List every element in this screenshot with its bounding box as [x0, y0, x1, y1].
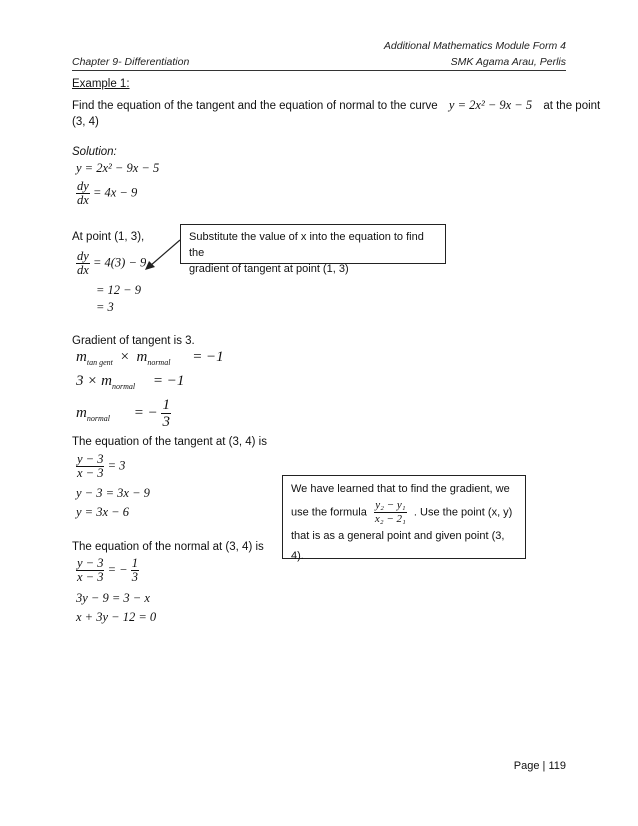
dydx-fraction [76, 180, 90, 207]
callout2-pre: use the formula [291, 506, 367, 519]
callout2-line1: We have learned that to find the gradient, we [291, 483, 510, 495]
perp1-sub1: tan gent [86, 358, 113, 367]
callout1-line2: gradient of tangent at point (1, 3) [189, 263, 349, 275]
perp1-sub2: normal [147, 358, 171, 367]
perp2-lhs: 3 × m [76, 373, 112, 389]
normal-num: y − 3 [77, 556, 104, 570]
gradient-formula [374, 499, 407, 526]
chapter-title: Chapter 9- Differentiation [72, 56, 190, 68]
substitution-rhs: = 4(3) − 9 [92, 255, 147, 270]
callout2-line3: that is as a general point and given point (3, 4). [291, 530, 505, 562]
tangent-fraction [76, 453, 104, 480]
perp3-num: 1 [162, 397, 170, 413]
perp3-fraction [161, 397, 171, 430]
tangent-line-3: y = 3x − 6 [76, 505, 129, 519]
perpendicular-line-2 [76, 373, 184, 391]
perp3-eq: = − [133, 404, 158, 421]
tangent-line-2: y − 3 = 3x − 9 [76, 486, 150, 500]
question-post: at the point [543, 100, 601, 112]
dydx-num-2: dy [77, 249, 89, 263]
perp3-den: 3 [162, 414, 170, 430]
normal-line-1 [76, 557, 139, 584]
sub-line-3: = 3 [96, 300, 114, 314]
derivative-line [76, 180, 137, 207]
dydx-fraction-2 [76, 250, 90, 277]
perp1-times: × [119, 349, 130, 365]
substitute-callout [180, 224, 446, 275]
at-point-text: At point (1, 3), [72, 231, 145, 243]
perp1-m2: m [136, 349, 148, 365]
tangent-rhs: = 3 [107, 458, 126, 473]
perpendicular-line-1 [76, 349, 224, 367]
callout2-line2 [291, 499, 517, 526]
solution-label: Solution: [72, 146, 117, 158]
header-rule [72, 70, 566, 71]
normal-den: x − 3 [77, 570, 104, 584]
curve-equation: y = 2x² − 9x − 5 [448, 98, 533, 112]
gradient-formula-callout [282, 475, 526, 562]
derivative-rhs: = 4x − 9 [92, 185, 138, 200]
page-number: Page | 119 [513, 760, 566, 772]
substitution-line [76, 250, 146, 277]
school-name: SMK Agama Arau, Perlis [450, 56, 566, 68]
perp1-m1: m [76, 349, 87, 365]
normal-fraction [76, 557, 104, 584]
normal-line-2: 3y − 9 = 3 − x [76, 591, 150, 605]
tangent-num: y − 3 [77, 452, 104, 466]
dydx-num: dy [77, 179, 89, 193]
tangent-text: The equation of the tangent at (3, 4) is [72, 436, 267, 448]
perp2-sub: normal [111, 382, 136, 391]
sub-line-2: = 12 − 9 [96, 283, 141, 297]
normal-text: The equation of the normal at (3, 4) is [72, 541, 264, 553]
gradient-text: Gradient of tangent is 3. [72, 335, 195, 347]
curve-line: y = 2x² − 9x − 5 [76, 161, 160, 175]
normal-line-3: x + 3y − 12 = 0 [76, 610, 157, 624]
normal-rhs-num: 1 [131, 556, 138, 570]
perpendicular-line-3 [76, 397, 171, 430]
dydx-den: dx [77, 193, 89, 207]
callout1-line1: Substitute the value of x into the equation to find the [189, 231, 424, 259]
normal-rhs-fraction [131, 557, 139, 584]
tangent-den: x − 3 [77, 466, 104, 480]
question-point: (3, 4) [72, 116, 99, 128]
perp2-rhs: = −1 [152, 373, 185, 389]
question-pre: Find the equation of the tangent and the equation of normal to the curve [72, 100, 438, 112]
tangent-line-1 [76, 453, 125, 480]
normal-rhs-den: 3 [131, 570, 138, 584]
formula-num: y₂ − y₁ [375, 499, 406, 511]
formula-den: x₂ − 2₁ [374, 513, 406, 525]
callout-arrow [140, 238, 182, 272]
module-title: Additional Mathematics Module Form 4 [383, 40, 566, 52]
perp3-m: m [76, 404, 87, 421]
example-title: Example 1: [72, 78, 130, 90]
callout2-post: . Use the point (x, y) [413, 506, 513, 519]
perp3-sub: normal [86, 413, 110, 423]
dydx-den-2: dx [77, 263, 89, 277]
normal-eq: = − [107, 562, 128, 577]
question-text [72, 98, 600, 113]
perp1-rhs: = −1 [192, 349, 224, 365]
